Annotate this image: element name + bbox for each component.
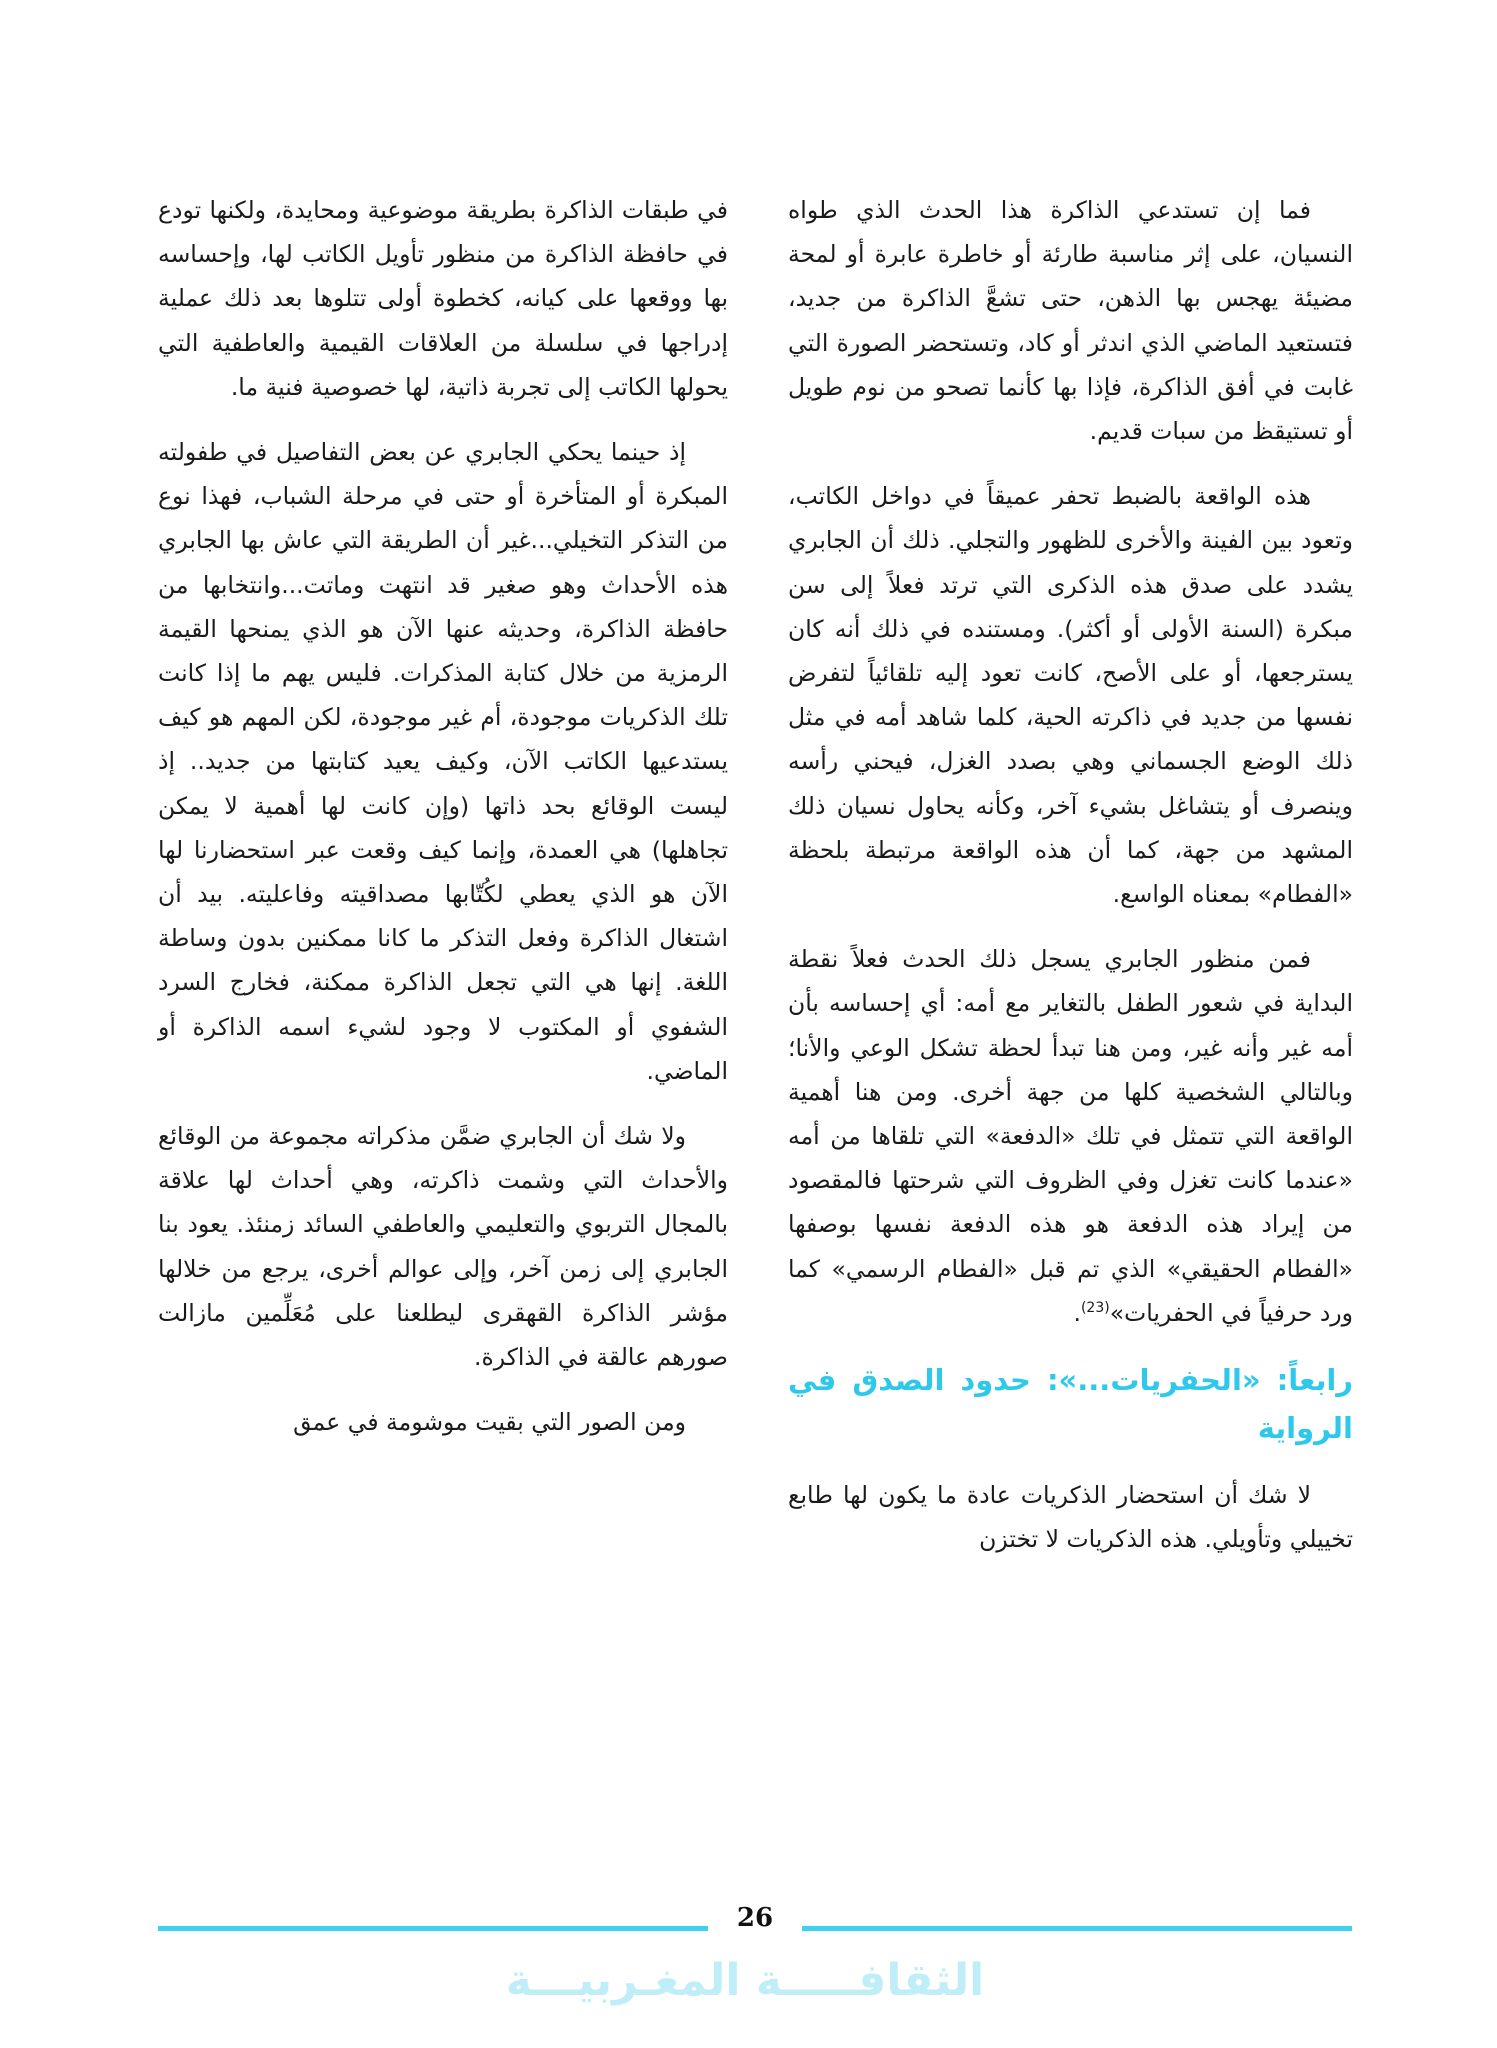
paragraph: لا شك أن استحضار الذكريات عادة ما يكون لها طابع تخييلي وتأويلي. هذه الذكريات لا تختزن xyxy=(788,1481,1353,1554)
footer-divider-right xyxy=(802,1926,1352,1931)
left-column xyxy=(158,188,728,1465)
paragraph: في طبقات الذاكرة بطريقة موضوعية ومحايدة، ولكنها تودع في حافظة الذاكرة من منظور تأويل الكاتب لها، وإحساسه بها ووقعها على كيانه، كخطوة أولى تتلوها بعد ذلك عملية إدراجها في سلسلة من العلاقات القيمية والعاطفية التي يحولها الكاتب إلى تجربة ذاتية، لها خصوصية فنية ما. xyxy=(158,196,728,401)
paragraph: إذ حينما يحكي الجابري عن بعض التفاصيل في طفولته المبكرة أو المتأخرة أو حتى في مرحلة الشباب، فهذا نوع من التذكر التخيلي...غير أن الطريقة التي عاش بها الجابري هذه الأحداث وهو صغير قد انتهت وماتت...وانتخابها من حافظة الذاكرة، وحديثه عنها الآن هو الذي يمنحها القيمة الرمزية من خلال كتابة المذكرات. فليس يهم ما إذا كانت تلك الذكريات موجودة، أم غير موجودة، لكن المهم هو كيف يستدعيها الكاتب الآن، وكيف يعيد كتابتها من جديد.. إذ ليست الوقائع بحد ذاتها (وإن كانت لها أهمية لا يمكن تجاهلها) هي العمدة، وإنما كيف وقعت عبر استحضارنا لها الآن هو الذي يعطي لكُتّابها مصداقيته وفاعليته. بيد أن اشتغال الذاكرة وفعل التذكر ما كانا ممكنين بدون وساطة اللغة. إنها هي التي تجعل الذاكرة ممكنة، فخارج السرد الشفوي أو المكتوب لا وجود لشيء اسمه الذاكرة أو الماضي. xyxy=(158,438,728,1085)
right-column xyxy=(788,188,1353,1582)
footnote-ref: (23) xyxy=(1080,1300,1110,1317)
paragraph: هذه الواقعة بالضبط تحفر عميقاً في دواخل الكاتب، وتعود بين الفينة والأخرى للظهور والتجلي. ذلك أن الجابري يشدد على صدق هذه الذكرى التي ترتد فعلاً إلى سن مبكرة (السنة الأولى أو أكثر). ومستنده في ذلك أنه كان يسترجعها، أو على الأصح، كانت تعود إليه تلقائياً لتفرض نفسها من جديد في ذاكرته الحية، كلما شاهد أمه في مثل ذلك الوضع الجسماني وهي بصدد الغزل، فيحني رأسه وينصرف أو يتشاغل بشيء آخر، وكأنه يحاول نسيان ذلك المشهد من جهة، كما أن هذه الواقعة مرتبطة بلحظة «الفطام» بمعناه الواسع. xyxy=(788,482,1353,909)
paragraph-end: . xyxy=(1073,1298,1081,1327)
page-number: 26 xyxy=(736,1903,774,1933)
paragraph: ولا شك أن الجابري ضمَّن مذكراته مجموعة من الوقائع والأحداث التي وشمت ذاكرته، وهي أحداث لها علاقة بالمجال التربوي والتعليمي والعاطفي السائد زمنئذ. يعود بنا الجابري إلى زمن آخر، وإلى عوالم أخرى، يرجع من خلالها مؤشر الذاكرة القهقرى ليطلعنا على مُعَلِّمين مازالت صورهم عالقة في الذاكرة. xyxy=(158,1122,728,1372)
paragraph: فما إن تستدعي الذاكرة هذا الحدث الذي طواه النسيان، على إثر مناسبة طارئة أو خاطرة عابرة أو لمحة مضيئة يهجس بها الذهن، حتى تشعَّ الذاكرة من جديد، فتستعيد الماضي الذي اندثر أو كاد، وتستحضر الصورة التي غابت في أفق الذاكرة، فإذا بها كأنما تصحو من نوم طويل أو تستيقظ من سبات قديم. xyxy=(788,196,1353,446)
footer-divider-left xyxy=(158,1926,708,1931)
paragraph-text: فمن منظور الجابري يسجل ذلك الحدث فعلاً نقطة البداية في شعور الطفل بالتغاير مع أمه: أي إحساسه بأن أمه غير وأنه غير، ومن هنا تبدأ لحظة تشكل الوعي والأنا؛ وبالتالي الشخصية كلها من جهة أخرى. ومن هنا أهمية الواقعة التي تتمثل في تلك «الدفعة» التي تلقاها من أمه «عندما كانت تغزل وفي الظروف التي شرحتها فالمقصود من إيراد هذه الدفعة هو هذه الدفعة نفسها بوصفها «الفطام الحقيقي» الذي تم قبل «الفطام الرسمي» كما ورد حرفياً في الحفريات» xyxy=(788,945,1353,1327)
section-heading: رابعاً: «الحفريات...»: حدود الصدق في الرواية xyxy=(788,1363,1353,1446)
paragraph xyxy=(788,937,1353,1335)
paragraph: ومن الصور التي بقيت موشومة في عمق xyxy=(293,1408,686,1437)
magazine-title: الثقافـــــة المغـربيـــة xyxy=(505,1955,985,2006)
